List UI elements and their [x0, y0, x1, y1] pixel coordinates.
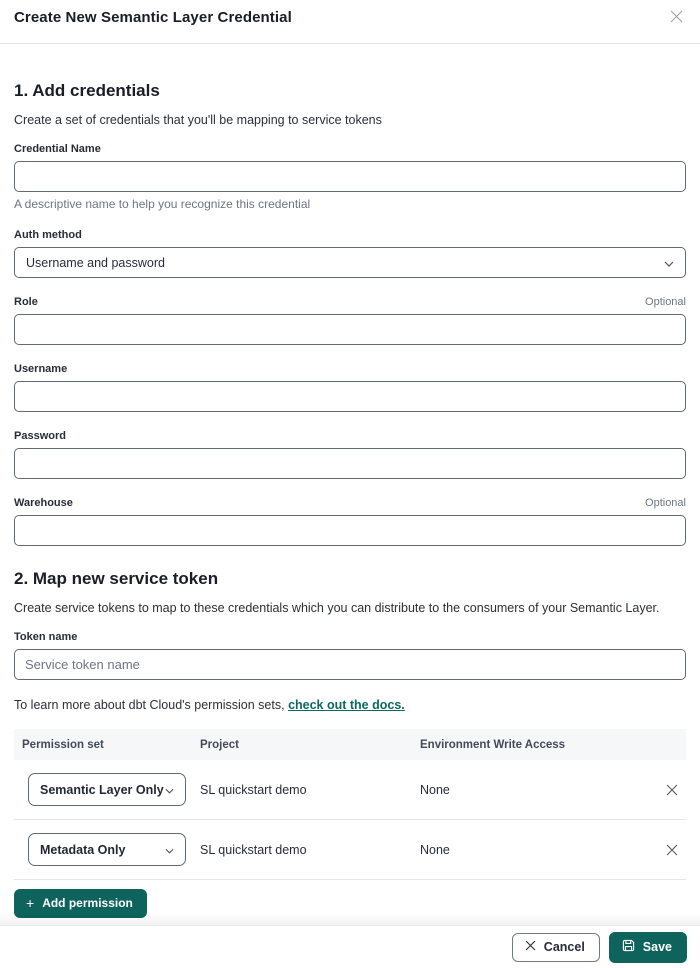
- chevron-down-icon: [165, 783, 174, 797]
- plus-icon: +: [26, 895, 35, 911]
- table-row: [14, 760, 686, 820]
- token-name-label: Token name: [14, 631, 78, 643]
- save-icon: [622, 939, 635, 955]
- auth-method-selected-value: Username and password: [26, 255, 165, 270]
- password-input[interactable]: [14, 448, 686, 479]
- close-icon: [666, 785, 678, 799]
- auth-method-label: Auth method: [14, 229, 82, 241]
- section-map-service-token: [14, 569, 686, 918]
- save-button[interactable]: [609, 932, 687, 963]
- write-access-cell: None: [420, 782, 450, 797]
- role-input[interactable]: [14, 314, 686, 345]
- username-input[interactable]: [14, 381, 686, 412]
- role-optional-badge: Optional: [645, 296, 686, 308]
- field-role: [14, 296, 686, 345]
- credential-name-label: Credential Name: [14, 143, 101, 155]
- field-token-name: [14, 631, 686, 680]
- permission-sets-note-text: To learn more about dbt Cloud's permission sets,: [14, 698, 289, 712]
- modal-title: Create New Semantic Layer Credential: [14, 9, 292, 26]
- docs-link[interactable]: check out the docs.: [288, 698, 405, 712]
- cancel-button[interactable]: [512, 933, 600, 962]
- auth-method-select[interactable]: [14, 247, 686, 278]
- field-password: [14, 430, 686, 479]
- field-credential-name: [14, 143, 686, 211]
- add-permission-button[interactable]: [14, 889, 147, 918]
- permission-set-selected-value: Semantic Layer Only: [40, 782, 164, 797]
- close-icon: [670, 10, 683, 27]
- project-cell: SL quickstart demo: [200, 782, 307, 797]
- username-label: Username: [14, 363, 68, 375]
- remove-row-button[interactable]: [664, 842, 680, 858]
- section-description-token: Create service tokens to map to these credentials which you can distribute to the consumers of your Semantic Layer.: [14, 601, 660, 615]
- token-name-input[interactable]: [14, 649, 686, 680]
- permission-set-selected-value: Metadata Only: [40, 842, 126, 857]
- field-username: [14, 363, 686, 412]
- password-label: Password: [14, 430, 66, 442]
- credential-name-helper: A descriptive name to help you recognize this credential: [14, 197, 311, 211]
- add-permission-label: Add permission: [42, 896, 133, 910]
- warehouse-input[interactable]: [14, 515, 686, 546]
- field-auth-method: [14, 229, 686, 278]
- save-label: Save: [642, 939, 672, 954]
- field-warehouse: [14, 497, 686, 546]
- chevron-down-icon: [165, 843, 174, 857]
- remove-row-button[interactable]: [664, 782, 680, 798]
- project-cell: SL quickstart demo: [200, 842, 307, 857]
- chevron-down-icon: [664, 256, 674, 270]
- permission-set-select[interactable]: [28, 773, 186, 806]
- section-description-credentials: Create a set of credentials that you'll be mapping to service tokens: [14, 113, 382, 127]
- cancel-label: Cancel: [543, 939, 585, 954]
- column-header-project: Project: [200, 738, 239, 751]
- close-button[interactable]: [669, 9, 684, 24]
- table-row: [14, 820, 686, 880]
- section-heading-token: 2. Map new service token: [14, 569, 219, 588]
- permissions-table: [14, 729, 686, 880]
- permissions-table-header: [14, 729, 686, 760]
- close-icon: [525, 940, 536, 954]
- modal-header: [0, 0, 700, 44]
- warehouse-label: Warehouse: [14, 497, 73, 509]
- section-heading-credentials: 1. Add credentials: [14, 81, 160, 100]
- column-header-write-access: Environment Write Access: [420, 738, 566, 751]
- section-add-credentials: [14, 81, 686, 546]
- credential-name-input[interactable]: [14, 161, 686, 192]
- close-icon: [666, 845, 678, 859]
- role-label: Role: [14, 296, 38, 308]
- warehouse-optional-badge: Optional: [645, 497, 686, 509]
- permission-set-select[interactable]: [28, 833, 186, 866]
- modal-body: [0, 44, 700, 918]
- modal-footer: [0, 925, 700, 968]
- permission-sets-note: [14, 698, 686, 712]
- write-access-cell: None: [420, 842, 450, 857]
- column-header-permission-set: Permission set: [22, 738, 104, 751]
